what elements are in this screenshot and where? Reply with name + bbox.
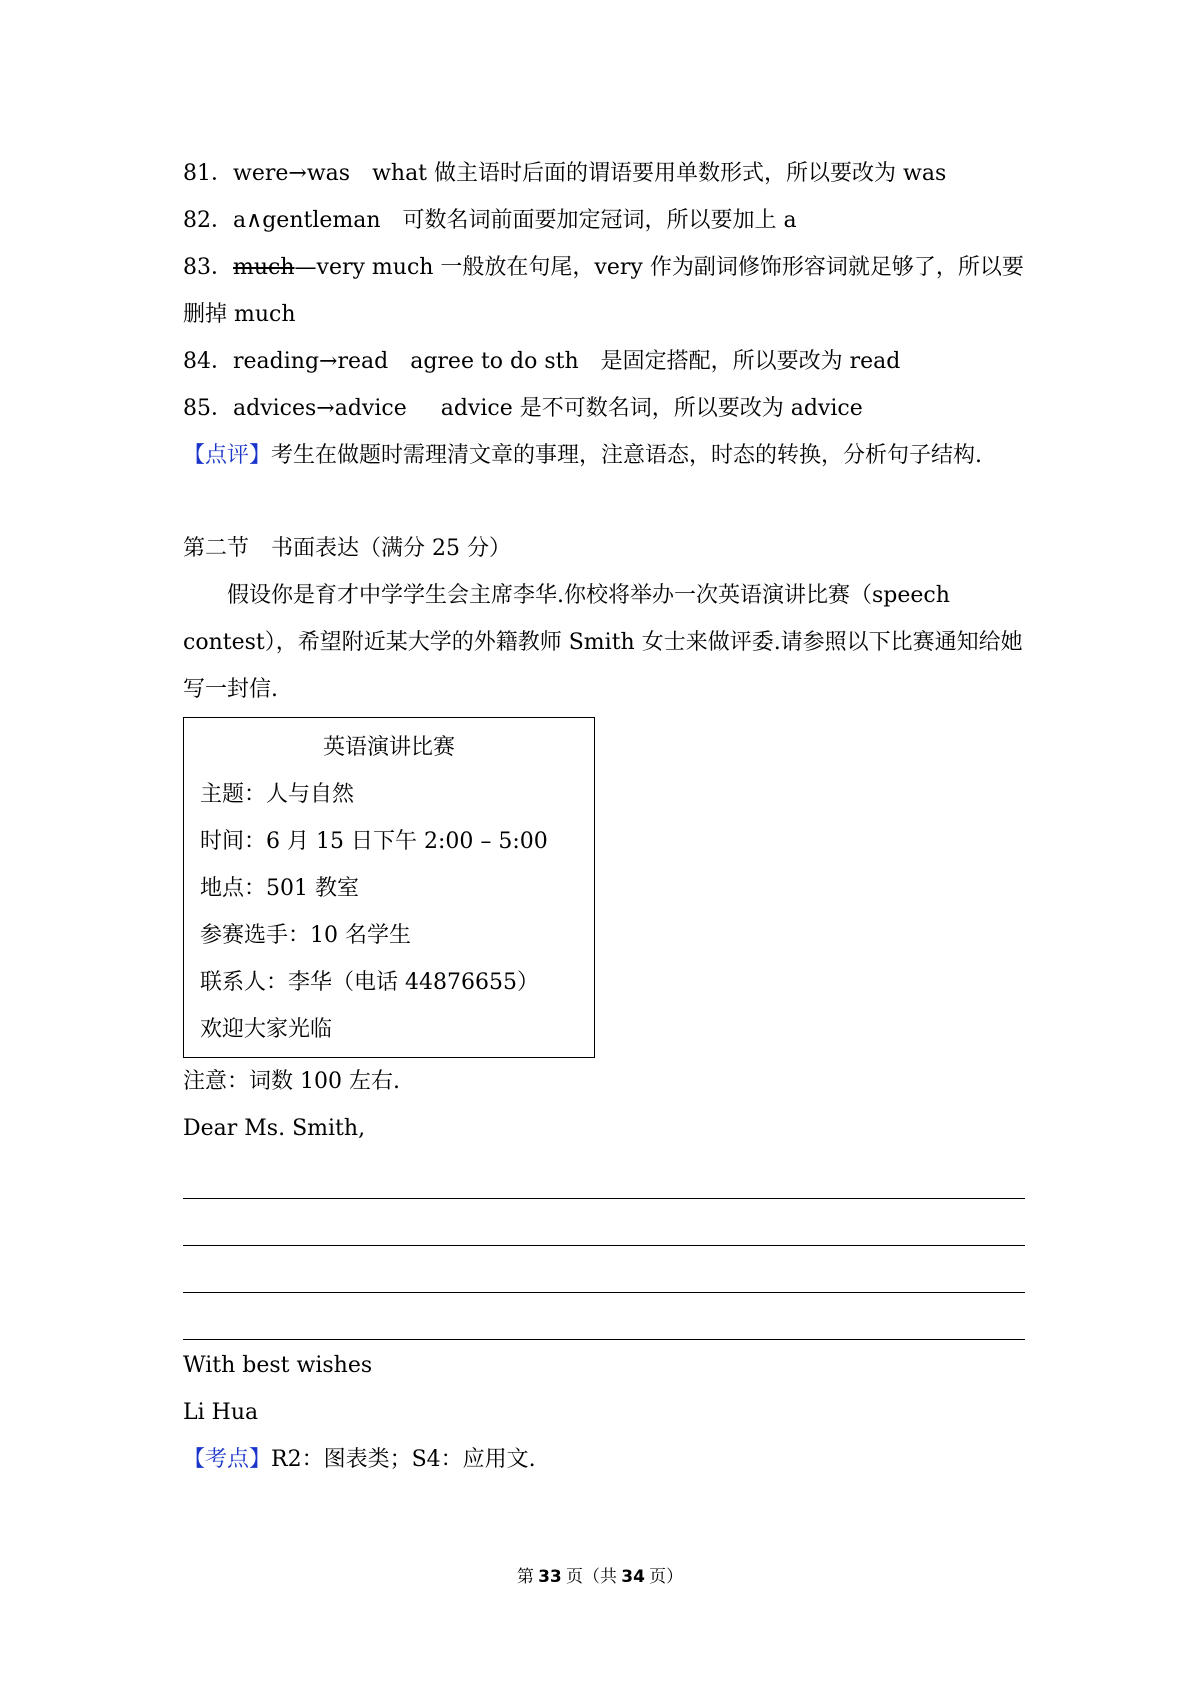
comment-text: 考生在做题时需理清文章的事理，注意语态，时态的转换，分析句子结构.	[271, 443, 983, 468]
writing-line	[183, 1293, 1025, 1340]
answer-85	[183, 385, 1025, 432]
answer-number: 83．	[183, 255, 233, 280]
current-page-number: 33	[538, 1567, 562, 1587]
letter-salutation: Dear Ms. Smith,	[183, 1116, 366, 1141]
answer-correction: reading→read	[233, 349, 389, 374]
notice-line-place: 地点：501 教室	[200, 876, 359, 901]
answer-explanation: 可数名词前面要加定冠词，所以要加上 a	[402, 208, 797, 233]
answer-explanation: agree to do sth 是固定搭配，所以要改为 read	[410, 349, 901, 374]
answer-lines	[183, 1152, 1025, 1340]
struck-word: much	[233, 255, 295, 280]
answer-correction: were→was	[233, 161, 351, 186]
answer-explanation: —very much 一般放在句尾，very 作为副词修饰形容词就足够了，所以要删掉 much	[183, 255, 1024, 327]
answer-83	[183, 244, 1025, 338]
answer-number: 81．	[183, 161, 233, 186]
letter-closing: With best wishes	[183, 1353, 373, 1378]
answer-82	[183, 197, 1025, 244]
total-page-number: 34	[621, 1567, 645, 1587]
answer-number: 84．	[183, 349, 233, 374]
answer-number: 82．	[183, 208, 233, 233]
answer-81	[183, 150, 1025, 197]
notice-line-time: 时间：6 月 15 日下午 2:00 – 5:00	[200, 829, 548, 854]
answer-list	[183, 150, 1025, 432]
writing-line	[183, 1199, 1025, 1246]
answer-explanation: advice 是不可数名词，所以要改为 advice	[440, 396, 863, 421]
writing-line	[183, 1246, 1025, 1293]
answer-explanation: what 做主语时后面的谓语要用单数形式，所以要改为 was	[372, 161, 947, 186]
keypoint-text: R2：图表类；S4：应用文.	[271, 1447, 536, 1472]
notice-line-participants: 参赛选手：10 名学生	[200, 923, 411, 948]
word-count-note: 注意：词数 100 左右.	[183, 1069, 400, 1094]
comment	[183, 432, 1025, 479]
writing-line	[183, 1152, 1025, 1199]
notice-line-theme: 主题：人与自然	[200, 782, 355, 807]
notice-line-contact: 联系人：李华（电话 44876655）	[200, 970, 539, 995]
contest-notice	[183, 717, 595, 1058]
answer-number: 85．	[183, 396, 233, 421]
notice-title: 英语演讲比赛	[322, 735, 455, 760]
answer-84	[183, 338, 1025, 385]
answer-correction: advices→advice	[233, 396, 407, 421]
answer-correction: a∧gentleman	[233, 208, 381, 233]
keypoint-tag: 【考点】	[183, 1447, 272, 1472]
section-heading: 第二节 书面表达（满分 25 分）	[183, 536, 511, 561]
letter-signature: Li Hua	[183, 1400, 259, 1425]
keypoint	[183, 1436, 1025, 1483]
comment-tag: 【点评】	[183, 443, 272, 468]
notice-line-welcome: 欢迎大家光临	[200, 1017, 333, 1042]
writing-prompt: 假设你是育才中学学生会主席李华.你校将举办一次英语演讲比赛（speech contest），希望附近某大学的外籍教师 Smith 女士来做评委.请参照以下比赛通知给她写一封信.	[183, 583, 1023, 702]
page-footer: 第 33 页（共 34 页）	[516, 1567, 684, 1587]
page-content	[183, 150, 1025, 1483]
